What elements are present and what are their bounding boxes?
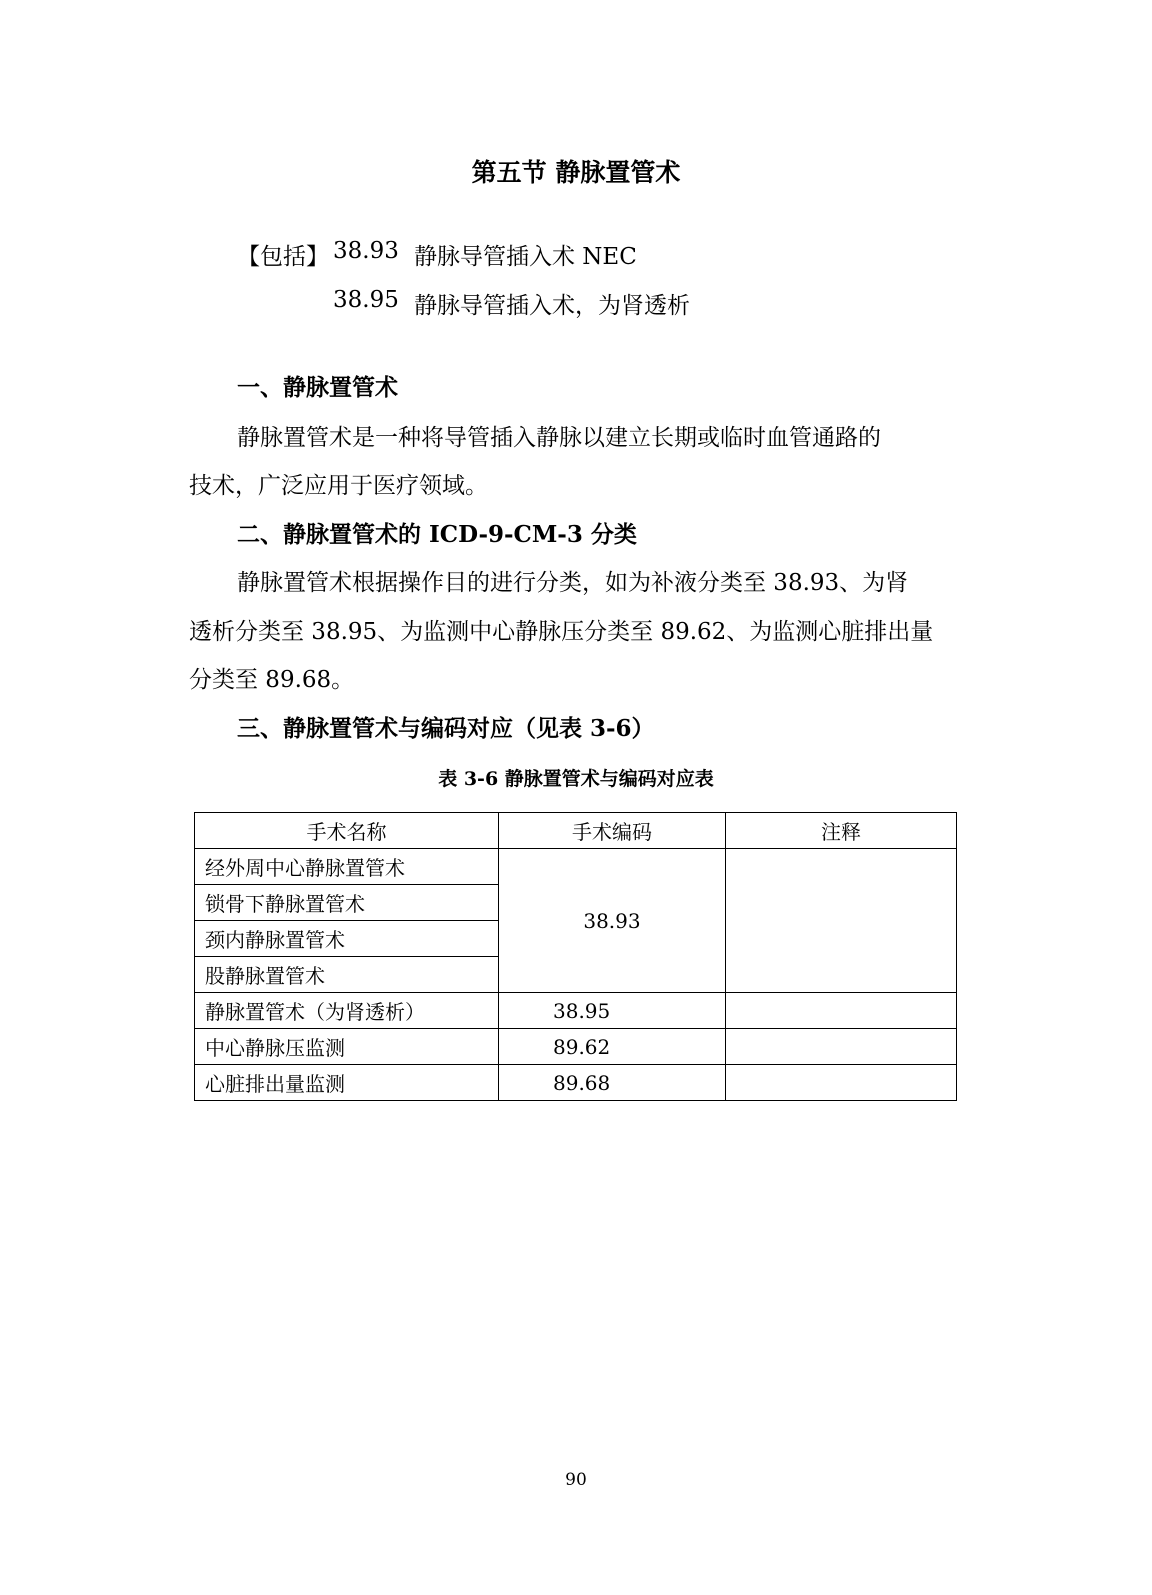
para2-line2: 透析分类至 38.95、为监测中心静脉压分类至 89.62、为监测心脏排出量	[189, 619, 934, 645]
header-note: 注释	[726, 813, 957, 849]
procedure-name: 静脉置管术（为肾透析）	[195, 993, 499, 1029]
procedure-name: 中心静脉压监测	[195, 1029, 499, 1065]
heading-3: 三、静脉置管术与编码对应（见表 3-6）	[237, 715, 655, 742]
procedure-code: 89.62	[499, 1029, 726, 1065]
table-header-row	[195, 813, 957, 849]
table-row	[195, 993, 957, 1029]
heading-2: 二、静脉置管术的 ICD-9-CM-3 分类	[237, 521, 637, 548]
section-title: 第五节 静脉置管术	[471, 158, 681, 187]
includes-label: 【包括】	[237, 244, 329, 270]
code-table	[194, 812, 957, 1101]
table-caption: 表 3-6 静脉置管术与编码对应表	[438, 768, 714, 790]
para1-line2: 技术，广泛应用于医疗领域。	[189, 473, 488, 499]
procedure-name: 颈内静脉置管术	[195, 921, 499, 957]
note-cell	[726, 993, 957, 1029]
para2-line1: 静脉置管术根据操作目的进行分类，如为补液分类至 38.93、为肾	[237, 570, 909, 596]
para1-line1: 静脉置管术是一种将导管插入静脉以建立长期或临时血管通路的	[237, 425, 881, 451]
procedure-name: 锁骨下静脉置管术	[195, 885, 499, 921]
table-row	[195, 849, 957, 885]
header-procedure-code: 手术编码	[499, 813, 726, 849]
note-cell	[726, 1065, 957, 1101]
procedure-code-merged: 38.93	[499, 849, 726, 993]
procedure-name: 经外周中心静脉置管术	[195, 849, 499, 885]
note-cell	[726, 1029, 957, 1065]
include-code-2: 38.95	[333, 287, 399, 313]
table-row	[195, 1029, 957, 1065]
procedure-code: 38.95	[499, 993, 726, 1029]
procedure-name: 心脏排出量监测	[195, 1065, 499, 1101]
note-cell-merged	[726, 849, 957, 993]
header-procedure-name: 手术名称	[195, 813, 499, 849]
include-code-1: 38.93	[333, 238, 399, 264]
procedure-name: 股静脉置管术	[195, 957, 499, 993]
table-row	[195, 1065, 957, 1101]
para2-line3: 分类至 89.68。	[189, 667, 355, 693]
include-desc-2: 静脉导管插入术，为肾透析	[414, 293, 690, 319]
heading-1: 一、静脉置管术	[237, 374, 398, 401]
page-number: 90	[565, 1470, 587, 1490]
include-desc-1: 静脉导管插入术 NEC	[414, 244, 637, 270]
procedure-code: 89.68	[499, 1065, 726, 1101]
